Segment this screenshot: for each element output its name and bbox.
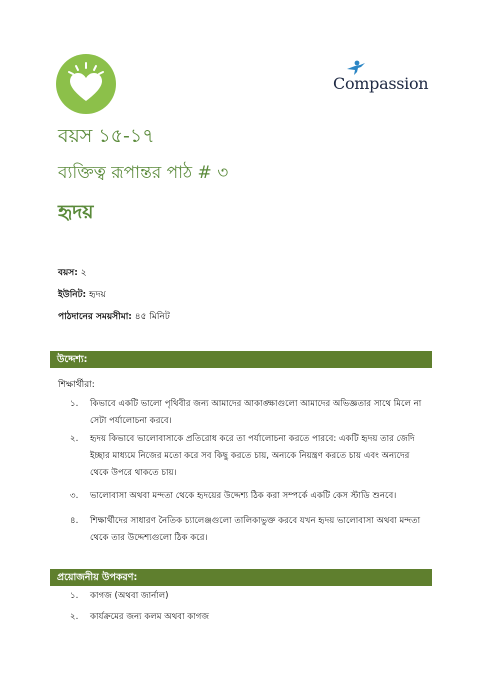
list-number: ২. bbox=[70, 434, 79, 444]
brand-name: Compassion bbox=[333, 74, 429, 93]
list-text: কার্যক্রমের জন্য কলম অথবা কাগজ bbox=[90, 612, 210, 622]
objectives-intro: শিক্ষার্থীরা: bbox=[58, 380, 95, 390]
meta-duration bbox=[58, 309, 170, 324]
list-number: ৩. bbox=[70, 491, 79, 501]
list-text: ভালোবাসা অথবা মন্দতা থেকে হৃদয়ের উদ্দেশ্য ঠিক করা সম্পর্কে একটি কেস স্টাডি শুনবে। bbox=[90, 491, 397, 501]
meta-unit-value: হৃদয় bbox=[86, 290, 106, 300]
list-text: হৃদয় কিভাবে ভালোবাসাকে প্রতিরোধ করে তা পর্যালোচনা করতে পারবে: একটি হৃদয় তার জেদি ইচ্ছার মাধ্যমে নিজের মতো করে সব কিছু করতে চায়, অন্যকে নিয়ন্ত্রণ করতে চায় এবং অন্যদের থেকে উপরে থাকতে চায়। bbox=[90, 434, 415, 478]
list-text: কাগজ (অথবা জার্নাল) bbox=[90, 591, 169, 601]
lesson-title: ব্যক্তিত্ব রূপান্তর পাঠ # ৩ bbox=[58, 163, 229, 183]
list-number: ২. bbox=[70, 612, 79, 622]
meta-age bbox=[58, 265, 87, 280]
meta-duration-label: পাঠদানের সময়সীমা: bbox=[58, 312, 132, 322]
list-text: শিক্ষার্থীদের সাধারণ নৈতিক চ্যালেঞ্জগুলো তালিকাভুক্ত করবে যখন হৃদয় ভালোবাসা অথবা মন্দতা থেকে তার উদ্দেশ্যগুলো ঠিক করে। bbox=[90, 516, 421, 543]
heart-badge-icon bbox=[56, 54, 116, 114]
objectives-heading: উদ্দেশ্য: bbox=[50, 351, 432, 368]
list-number: ৪. bbox=[70, 516, 79, 526]
list-number: ১. bbox=[70, 399, 79, 409]
meta-age-value: ২ bbox=[77, 268, 87, 278]
list-text: কিভাবে একটি ভালো পৃথিবীর জন্য আমাদের আকাঙ্ক্ষাগুলো আমাদের অভিজ্ঞতার সাথে মিলে না সেটা পর্যালোচনা করবে। bbox=[90, 399, 422, 426]
list-number: ১. bbox=[70, 591, 79, 601]
meta-unit-label: ইউনিট: bbox=[58, 290, 87, 300]
age-title: বয়স ১৫-১৭ bbox=[58, 125, 155, 147]
meta-unit bbox=[58, 287, 106, 302]
topic-title: হৃদয় bbox=[58, 201, 94, 223]
meta-duration-value: ৪৫ মিনিট bbox=[131, 312, 170, 322]
compassion-logo bbox=[333, 60, 433, 96]
materials-heading: প্রয়োজনীয় উপকরণ: bbox=[50, 569, 432, 586]
meta-age-label: বয়স: bbox=[58, 268, 78, 278]
